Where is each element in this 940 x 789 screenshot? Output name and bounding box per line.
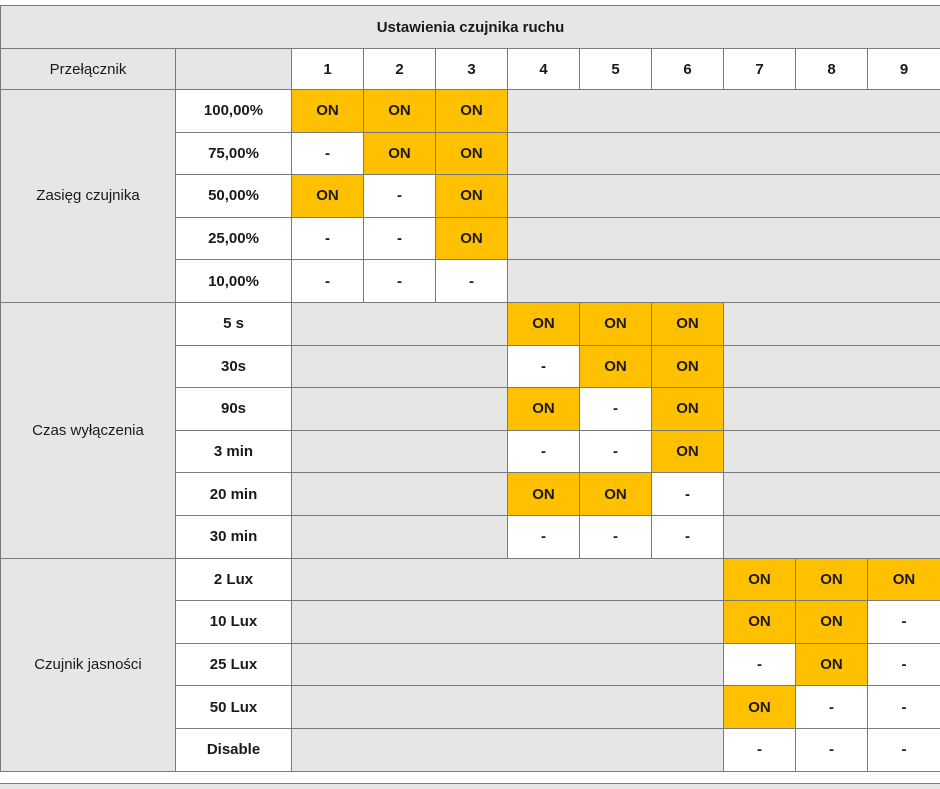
empty-cell xyxy=(868,260,940,303)
empty-cell xyxy=(580,686,652,729)
switch-4-value: ON xyxy=(508,302,580,345)
empty-cell xyxy=(292,515,364,558)
empty-cell xyxy=(292,345,364,388)
header-blank-cell xyxy=(176,49,292,90)
empty-cell xyxy=(580,260,652,303)
switch-5-value: ON xyxy=(580,345,652,388)
table-body xyxy=(1,6,940,772)
empty-cell xyxy=(508,217,580,260)
empty-cell xyxy=(796,515,868,558)
switch-5-value: - xyxy=(580,515,652,558)
empty-cell xyxy=(436,473,508,516)
switch-9-value: ON xyxy=(868,558,940,601)
empty-cell xyxy=(508,643,580,686)
empty-cell xyxy=(580,132,652,175)
empty-cell xyxy=(724,175,796,218)
switch-1-value: ON xyxy=(292,175,364,218)
switch-8-value: ON xyxy=(796,643,868,686)
option-label: 75,00% xyxy=(176,132,292,175)
empty-cell xyxy=(580,175,652,218)
empty-cell xyxy=(724,388,796,431)
switch-5-value: - xyxy=(580,388,652,431)
empty-cell xyxy=(364,473,436,516)
option-label: 10,00% xyxy=(176,260,292,303)
empty-cell xyxy=(508,686,580,729)
switch-8-value: ON xyxy=(796,601,868,644)
switch-6-value: ON xyxy=(652,388,724,431)
switch-7-value: ON xyxy=(724,558,796,601)
empty-cell xyxy=(364,601,436,644)
empty-cell xyxy=(580,90,652,133)
empty-cell xyxy=(580,643,652,686)
empty-cell xyxy=(652,260,724,303)
table-title: Ustawienia czujnika ruchu xyxy=(1,6,940,49)
empty-cell xyxy=(796,175,868,218)
switch-9-value: - xyxy=(868,728,940,771)
empty-cell xyxy=(724,345,796,388)
empty-cell xyxy=(652,90,724,133)
option-label: 30s xyxy=(176,345,292,388)
switch-header-label: Przełącznik xyxy=(1,49,176,90)
switch-7-value: - xyxy=(724,728,796,771)
empty-cell xyxy=(652,558,724,601)
option-label: Disable xyxy=(176,728,292,771)
switch-4-value: ON xyxy=(508,388,580,431)
empty-cell xyxy=(364,345,436,388)
switch-6-value: ON xyxy=(652,345,724,388)
empty-cell xyxy=(508,175,580,218)
switch-header-8: 8 xyxy=(796,49,868,90)
empty-cell xyxy=(796,388,868,431)
empty-cell xyxy=(580,217,652,260)
empty-cell xyxy=(724,260,796,303)
empty-cell xyxy=(292,558,364,601)
switch-4-value: - xyxy=(508,430,580,473)
switch-4-value: - xyxy=(508,345,580,388)
switch-7-value: ON xyxy=(724,601,796,644)
switch-1-value: - xyxy=(292,132,364,175)
empty-cell xyxy=(796,260,868,303)
empty-cell xyxy=(652,728,724,771)
empty-cell xyxy=(724,132,796,175)
empty-cell xyxy=(652,175,724,218)
switch-5-value: - xyxy=(580,430,652,473)
switch-1-value: - xyxy=(292,260,364,303)
footer-bar xyxy=(0,783,940,789)
empty-cell xyxy=(508,132,580,175)
empty-cell xyxy=(868,132,940,175)
switch-2-value: - xyxy=(364,217,436,260)
empty-cell xyxy=(724,430,796,473)
table-row xyxy=(1,90,940,133)
empty-cell xyxy=(292,686,364,729)
empty-cell xyxy=(724,515,796,558)
switch-3-value: ON xyxy=(436,132,508,175)
switch-6-value: - xyxy=(652,473,724,516)
empty-cell xyxy=(796,473,868,516)
option-label: 3 min xyxy=(176,430,292,473)
switch-1-value: - xyxy=(292,217,364,260)
switch-9-value: - xyxy=(868,686,940,729)
empty-cell xyxy=(652,643,724,686)
table-row xyxy=(1,558,940,601)
empty-cell xyxy=(436,345,508,388)
switch-7-value: - xyxy=(724,643,796,686)
switch-header-2: 2 xyxy=(364,49,436,90)
empty-cell xyxy=(292,728,364,771)
empty-cell xyxy=(868,473,940,516)
option-label: 10 Lux xyxy=(176,601,292,644)
empty-cell xyxy=(652,132,724,175)
empty-cell xyxy=(436,728,508,771)
empty-cell xyxy=(868,345,940,388)
empty-cell xyxy=(508,558,580,601)
option-label: 5 s xyxy=(176,302,292,345)
switch-header-9: 9 xyxy=(868,49,940,90)
option-label: 100,00% xyxy=(176,90,292,133)
empty-cell xyxy=(364,430,436,473)
option-label: 30 min xyxy=(176,515,292,558)
option-label: 50,00% xyxy=(176,175,292,218)
empty-cell xyxy=(436,643,508,686)
empty-cell xyxy=(292,430,364,473)
option-label: 25 Lux xyxy=(176,643,292,686)
group-label: Czas wyłączenia xyxy=(1,302,176,558)
empty-cell xyxy=(796,302,868,345)
empty-cell xyxy=(724,473,796,516)
empty-cell xyxy=(436,686,508,729)
empty-cell xyxy=(292,643,364,686)
empty-cell xyxy=(868,90,940,133)
switch-2-value: - xyxy=(364,175,436,218)
empty-cell xyxy=(868,515,940,558)
table-row xyxy=(1,302,940,345)
switch-header-5: 5 xyxy=(580,49,652,90)
option-label: 50 Lux xyxy=(176,686,292,729)
switch-8-value: - xyxy=(796,728,868,771)
switch-4-value: ON xyxy=(508,473,580,516)
empty-cell xyxy=(508,601,580,644)
empty-cell xyxy=(508,728,580,771)
switch-6-value: ON xyxy=(652,302,724,345)
option-label: 25,00% xyxy=(176,217,292,260)
switch-6-value: - xyxy=(652,515,724,558)
empty-cell xyxy=(652,686,724,729)
empty-cell xyxy=(436,515,508,558)
empty-cell xyxy=(796,132,868,175)
switch-3-value: - xyxy=(436,260,508,303)
empty-cell xyxy=(364,388,436,431)
empty-cell xyxy=(364,643,436,686)
empty-cell xyxy=(868,388,940,431)
switch-8-value: ON xyxy=(796,558,868,601)
switch-9-value: - xyxy=(868,643,940,686)
empty-cell xyxy=(580,601,652,644)
option-label: 90s xyxy=(176,388,292,431)
empty-cell xyxy=(508,90,580,133)
switch-header-7: 7 xyxy=(724,49,796,90)
empty-cell xyxy=(868,175,940,218)
switch-1-value: ON xyxy=(292,90,364,133)
empty-cell xyxy=(796,90,868,133)
empty-cell xyxy=(364,558,436,601)
empty-cell xyxy=(436,558,508,601)
header-row xyxy=(1,49,940,90)
empty-cell xyxy=(364,302,436,345)
empty-cell xyxy=(580,728,652,771)
switch-5-value: ON xyxy=(580,473,652,516)
empty-cell xyxy=(436,388,508,431)
switch-8-value: - xyxy=(796,686,868,729)
switch-header-1: 1 xyxy=(292,49,364,90)
empty-cell xyxy=(796,217,868,260)
switch-3-value: ON xyxy=(436,175,508,218)
empty-cell xyxy=(868,430,940,473)
switch-7-value: ON xyxy=(724,686,796,729)
switch-3-value: ON xyxy=(436,217,508,260)
switch-header-6: 6 xyxy=(652,49,724,90)
switch-9-value: - xyxy=(868,601,940,644)
switch-3-value: ON xyxy=(436,90,508,133)
empty-cell xyxy=(436,430,508,473)
switch-2-value: ON xyxy=(364,132,436,175)
empty-cell xyxy=(652,217,724,260)
empty-cell xyxy=(292,473,364,516)
empty-cell xyxy=(724,90,796,133)
switch-2-value: - xyxy=(364,260,436,303)
switch-header-4: 4 xyxy=(508,49,580,90)
switch-4-value: - xyxy=(508,515,580,558)
empty-cell xyxy=(292,388,364,431)
empty-cell xyxy=(436,302,508,345)
empty-cell xyxy=(724,302,796,345)
empty-cell xyxy=(580,558,652,601)
group-label: Zasięg czujnika xyxy=(1,90,176,303)
switch-2-value: ON xyxy=(364,90,436,133)
empty-cell xyxy=(796,345,868,388)
empty-cell xyxy=(292,601,364,644)
switch-header-3: 3 xyxy=(436,49,508,90)
motion-sensor-settings-table xyxy=(0,5,940,772)
empty-cell xyxy=(796,430,868,473)
empty-cell xyxy=(364,686,436,729)
switch-5-value: ON xyxy=(580,302,652,345)
empty-cell xyxy=(292,302,364,345)
option-label: 20 min xyxy=(176,473,292,516)
empty-cell xyxy=(364,728,436,771)
switch-6-value: ON xyxy=(652,430,724,473)
empty-cell xyxy=(508,260,580,303)
group-label: Czujnik jasności xyxy=(1,558,176,771)
empty-cell xyxy=(724,217,796,260)
empty-cell xyxy=(868,302,940,345)
empty-cell xyxy=(436,601,508,644)
empty-cell xyxy=(652,601,724,644)
empty-cell xyxy=(364,515,436,558)
empty-cell xyxy=(868,217,940,260)
option-label: 2 Lux xyxy=(176,558,292,601)
